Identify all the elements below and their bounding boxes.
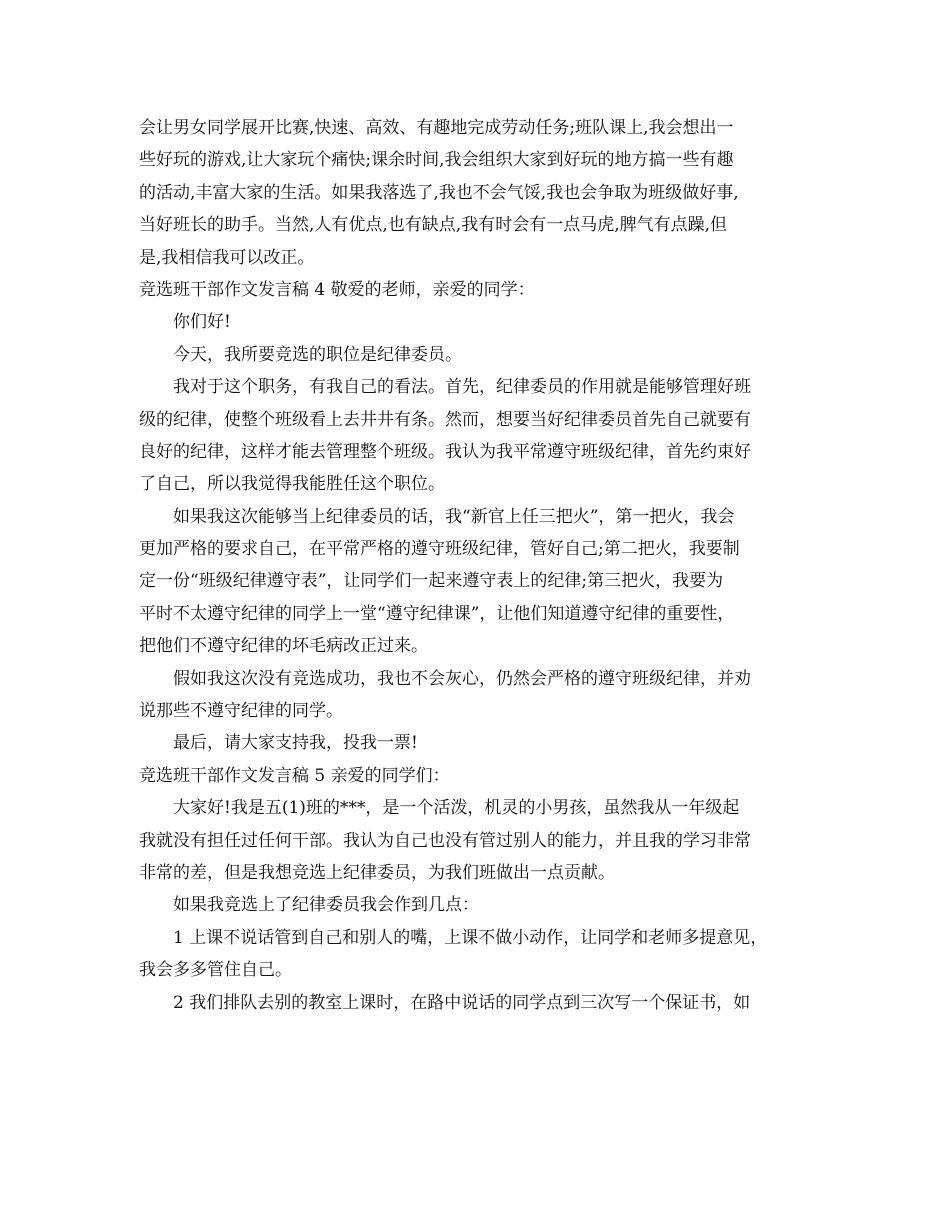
text-line: 你们好! — [173, 312, 231, 333]
document-body — [139, 112, 829, 1019]
text-line: 我对于这个职务，有我自己的看法。首先，纪律委员的作用就是能够管理好班 — [173, 377, 751, 398]
text-line: 如果我竞选上了纪律委员我会作到几点： — [173, 895, 479, 916]
text-line: 我会多多管住自己。 — [139, 960, 292, 981]
text-line: 非常的差，但是我想竞选上纪律委员，为我们班做出一点贡献。 — [139, 862, 615, 883]
text-line: 更加严格的要求自己，在平常严格的遵守班级纪律，管好自己;第二把火，我要制 — [139, 539, 740, 560]
text-line: 良好的纪律，这样才能去管理整个班级。我认为我平常遵守班级纪律，首先约束好 — [139, 441, 751, 462]
section-heading: 竞选班干部作文发言稿 4 敬爱的老师，亲爱的同学： — [139, 279, 535, 300]
text-line: 级的纪律，使整个班级看上去井井有条。然而，想要当好纪律委员首先自己就要有 — [139, 409, 751, 430]
text-line: 2 我们排队去别的教室上课时，在路中说话的同学点到三次写一个保证书，如 — [173, 992, 751, 1013]
text-line: 今天，我所要竞选的职位是纪律委员。 — [173, 344, 462, 365]
text-line: 把他们不遵守纪律的坏毛病改正过来。 — [139, 636, 428, 657]
text-line: 假如我这次没有竞选成功，我也不会灰心，仍然会严格的遵守班级纪律，并劝 — [173, 668, 751, 689]
text-line: 大家好!我是五(1)班的***，是一个活泼，机灵的小男孩，虽然我从一年级起 — [173, 798, 740, 819]
section-heading: 竞选班干部作文发言稿 5 亲爱的同学们： — [139, 765, 450, 786]
text-line: 当好班长的助手。当然,人有优点,也有缺点,我有时会有一点马虎,脾气有点躁,但 — [139, 215, 728, 236]
text-line: 的活动,丰富大家的生活。如果我落选了,我也不会气馁,我也会争取为班级做好事, — [139, 182, 739, 203]
text-line: 了自己，所以我觉得我能胜任这个职位。 — [139, 474, 445, 495]
text-line: 我就没有担任过任何干部。我认为自己也没有管过别人的能力，并且我的学习非常 — [139, 830, 751, 851]
text-line: 说那些不遵守纪律的同学。 — [139, 701, 343, 722]
text-line: 定一份“班级纪律遵守表”，让同学们一起来遵守表上的纪律;第三把火，我要为 — [139, 571, 724, 592]
text-line: 些好玩的游戏,让大家玩个痛快;课余时间,我会组织大家到好玩的地方搞一些有趣 — [139, 150, 734, 171]
text-line: 1 上课不说话管到自己和别人的嘴，上课不做小动作，让同学和老师多提意见， — [173, 927, 768, 948]
text-line: 最后，请大家支持我，投我一票! — [173, 733, 418, 754]
text-line: 会让男女同学展开比赛,快速、高效、有趣地完成劳动任务;班队课上,我会想出一 — [139, 118, 734, 138]
text-line: 平时不太遵守纪律的同学上一堂“遵守纪律课”，让他们知道遵守纪律的重要性， — [139, 603, 735, 624]
text-line: 是,我相信我可以改正。 — [139, 247, 315, 268]
text-line: 如果我这次能够当上纪律委员的话，我“新官上任三把火”，第一把火，我会 — [173, 506, 735, 527]
